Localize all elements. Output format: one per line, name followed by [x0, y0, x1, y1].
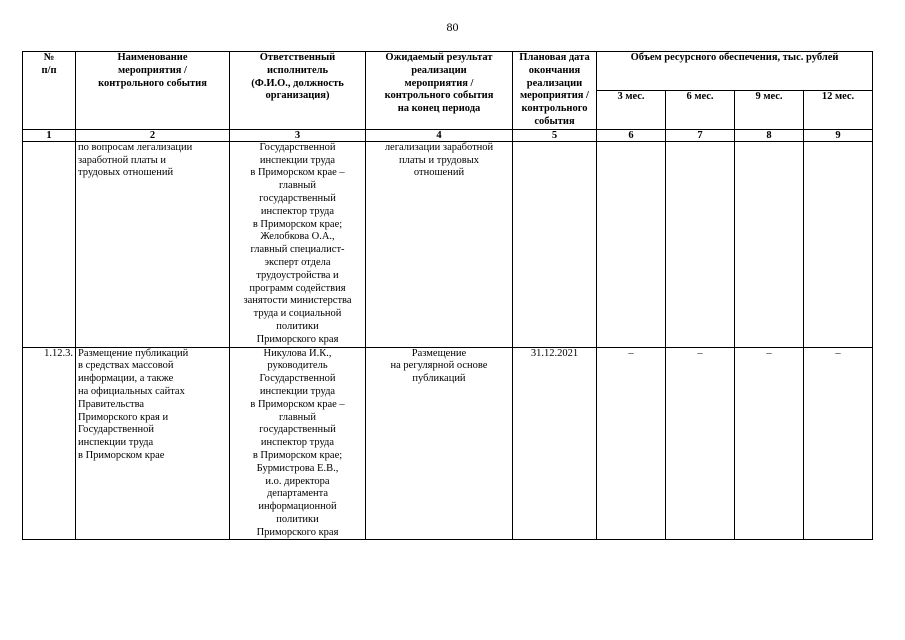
- header-responsible: Ответственный исполнитель (Ф.И.О., должность организация): [230, 52, 366, 130]
- row-3m: –: [597, 347, 666, 540]
- row-12m: [804, 141, 873, 347]
- column-number: 6: [597, 129, 666, 141]
- header-result: Ожидаемый результат реализации мероприятия / контрольного события на конец периода: [366, 52, 513, 130]
- row-number: [23, 141, 76, 347]
- row-date: 31.12.2021: [513, 347, 597, 540]
- plan-table: [22, 51, 873, 540]
- column-number: 8: [735, 129, 804, 141]
- header-name: Наименование мероприятия / контрольного события: [76, 52, 230, 130]
- header-resources: Объем ресурсного обеспечения, тыс. рублей: [597, 52, 873, 91]
- column-number: 9: [804, 129, 873, 141]
- column-number: 7: [666, 129, 735, 141]
- row-6m: –: [666, 347, 735, 540]
- row-result: легализации заработной платы и трудовых отношений: [366, 141, 513, 347]
- header-no: № п/п: [23, 52, 76, 130]
- column-number-row: [23, 129, 873, 141]
- row-number: 1.12.3.: [23, 347, 76, 540]
- header-3m: 3 мес.: [597, 90, 666, 129]
- column-number: 5: [513, 129, 597, 141]
- table-row: [23, 347, 873, 540]
- header-12m: 12 мес.: [804, 90, 873, 129]
- row-6m: [666, 141, 735, 347]
- row-9m: –: [735, 347, 804, 540]
- row-date: [513, 141, 597, 347]
- column-number: 1: [23, 129, 76, 141]
- row-9m: [735, 141, 804, 347]
- row-name: по вопросам легализации заработной платы и трудовых отношений: [76, 141, 230, 347]
- header-date: Плановая дата окончания реализации мероприятия / контрольного события: [513, 52, 597, 130]
- row-responsible: Государственной инспекции труда в Приморском крае – главный государственный инспектор труда в Приморском крае; Желобкова О.А., главный специалист- эксперт отдела трудоустройства и программ содействия занятости министерства труда и социальной политики Приморского края: [230, 141, 366, 347]
- column-number: 3: [230, 129, 366, 141]
- page-number: 80: [446, 20, 459, 34]
- row-result: Размещение на регулярной основе публикаций: [366, 347, 513, 540]
- table-row: [23, 141, 873, 347]
- column-number: 4: [366, 129, 513, 141]
- row-name: Размещение публикаций в средствах массовой информации, а также на официальных сайтах Правительства Приморского края и Государственной инспекции труда в Приморском крае: [76, 347, 230, 540]
- column-number: 2: [76, 129, 230, 141]
- header-9m: 9 мес.: [735, 90, 804, 129]
- header-6m: 6 мес.: [666, 90, 735, 129]
- row-3m: [597, 141, 666, 347]
- header-row: [23, 52, 873, 91]
- row-responsible: Никулова И.К., руководитель Государственной инспекции труда в Приморском крае – главный государственный инспектор труда в Приморском крае; Бурмистрова Е.В., и.о. директора департамента информационной политики Приморского края: [230, 347, 366, 540]
- row-12m: –: [804, 347, 873, 540]
